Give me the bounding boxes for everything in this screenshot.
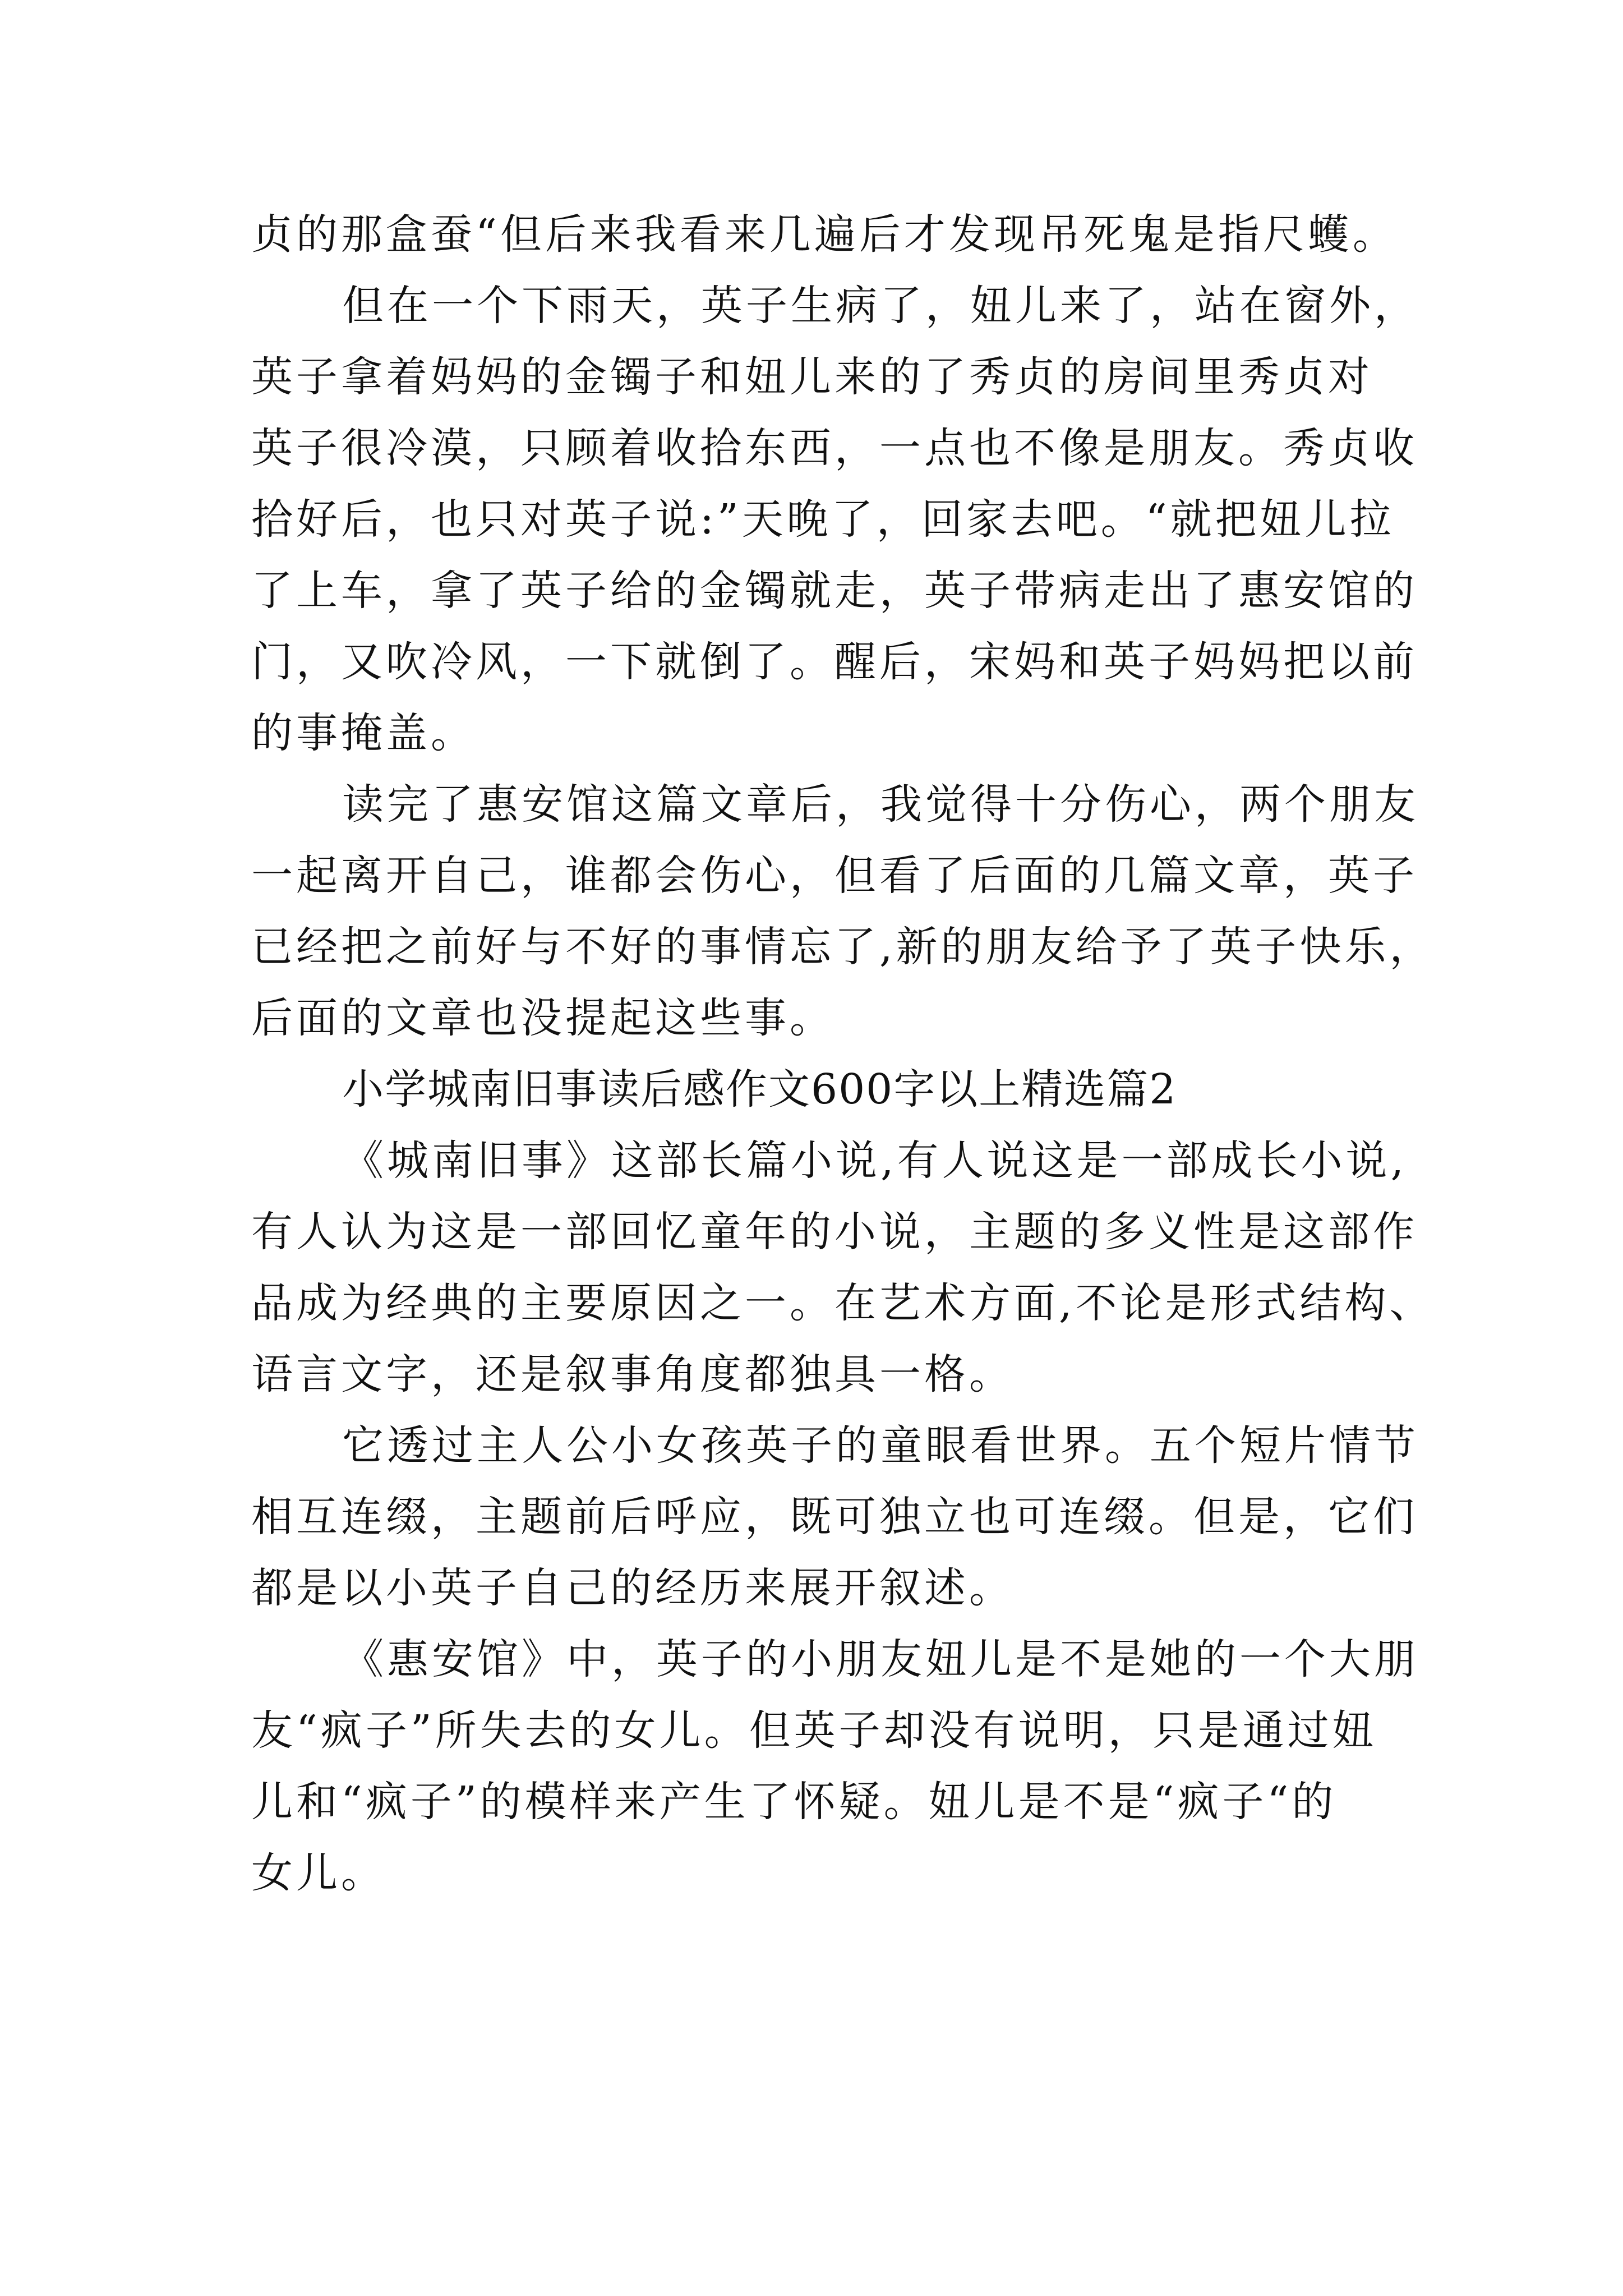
- text-line: 英子很冷漠，只顾着收拾东西，一点也不像是朋友。秀贞收: [251, 424, 1418, 472]
- text-line: 后面的文章也没提起这些事。: [251, 994, 834, 1042]
- text-line: 《城南旧事》这部长篇小说,有人说这是一部成长小说,: [342, 1137, 1408, 1185]
- text-line: 英子拿着妈妈的金镯子和妞儿来的了秀贞的房间里秀贞对: [251, 353, 1373, 401]
- text-line: 一起离开自己，谁都会伤心，但看了后面的几篇文章，英子: [251, 852, 1418, 900]
- text-line: 语言文字，还是叙事角度都独具一格。: [251, 1350, 1014, 1398]
- text-line: 读完了惠安馆这篇文章后，我觉得十分伤心，两个朋友: [342, 780, 1419, 829]
- text-line: 友“疯子”所失去的女儿。但英子却没有说明，只是通过妞: [251, 1706, 1377, 1755]
- text-line: 贞的那盒蚕“但后来我看来几遍后才发现吊死鬼是指尺蠖。: [251, 210, 1398, 259]
- text-line: 门，又吹冷风，一下就倒了。醒后，宋妈和英子妈妈把以前: [251, 638, 1418, 686]
- text-line: 相互连缀，主题前后呼应，既可独立也可连缀。但是，它们: [251, 1493, 1418, 1541]
- paragraph-continuation: [251, 199, 1398, 270]
- section-heading: [251, 1054, 1395, 1125]
- heading-text: 小学城南旧事读后感作文600字以上精选篇2: [342, 1065, 1177, 1114]
- paragraph: [251, 1624, 1419, 1909]
- paragraph: [251, 270, 1419, 769]
- text-line: 它透过主人公小女孩英子的童眼看世界。五个短片情节: [342, 1421, 1419, 1470]
- paragraph: [251, 1410, 1419, 1624]
- text-line: 有人认为这是一部回忆童年的小说，主题的多义性是这部作: [251, 1208, 1418, 1256]
- text-line: 《惠安馆》中，英子的小朋友妞儿是不是她的一个大朋: [342, 1635, 1419, 1683]
- text-line: 已经把之前好与不好的事情忘了,新的朋友给予了英子快乐，: [251, 923, 1435, 971]
- text-line: 女儿。: [251, 1849, 386, 1897]
- text-line: 的事掩盖。: [251, 709, 476, 757]
- document-body: [251, 199, 1435, 1909]
- text-line: 都是以小英子自己的经历来展开叙述。: [251, 1564, 1014, 1612]
- text-line: 了上车，拿了英子给的金镯就走，英子带病走出了惠安馆的: [251, 567, 1418, 615]
- paragraph: [251, 769, 1435, 1054]
- text-line: 但在一个下雨天，英子生病了，妞儿来了，站在窗外，: [342, 282, 1419, 330]
- paragraph: [251, 1125, 1435, 1410]
- text-line: 品成为经典的主要原因之一。在艺术方面,不论是形式结构、: [251, 1279, 1435, 1327]
- text-line: 拾好后，也只对英子说:”天晚了，回家去吧。“就把妞儿拉: [251, 495, 1395, 544]
- text-line: 儿和“疯子”的模样来产生了怀疑。妞儿是不是“疯子“的: [251, 1778, 1337, 1826]
